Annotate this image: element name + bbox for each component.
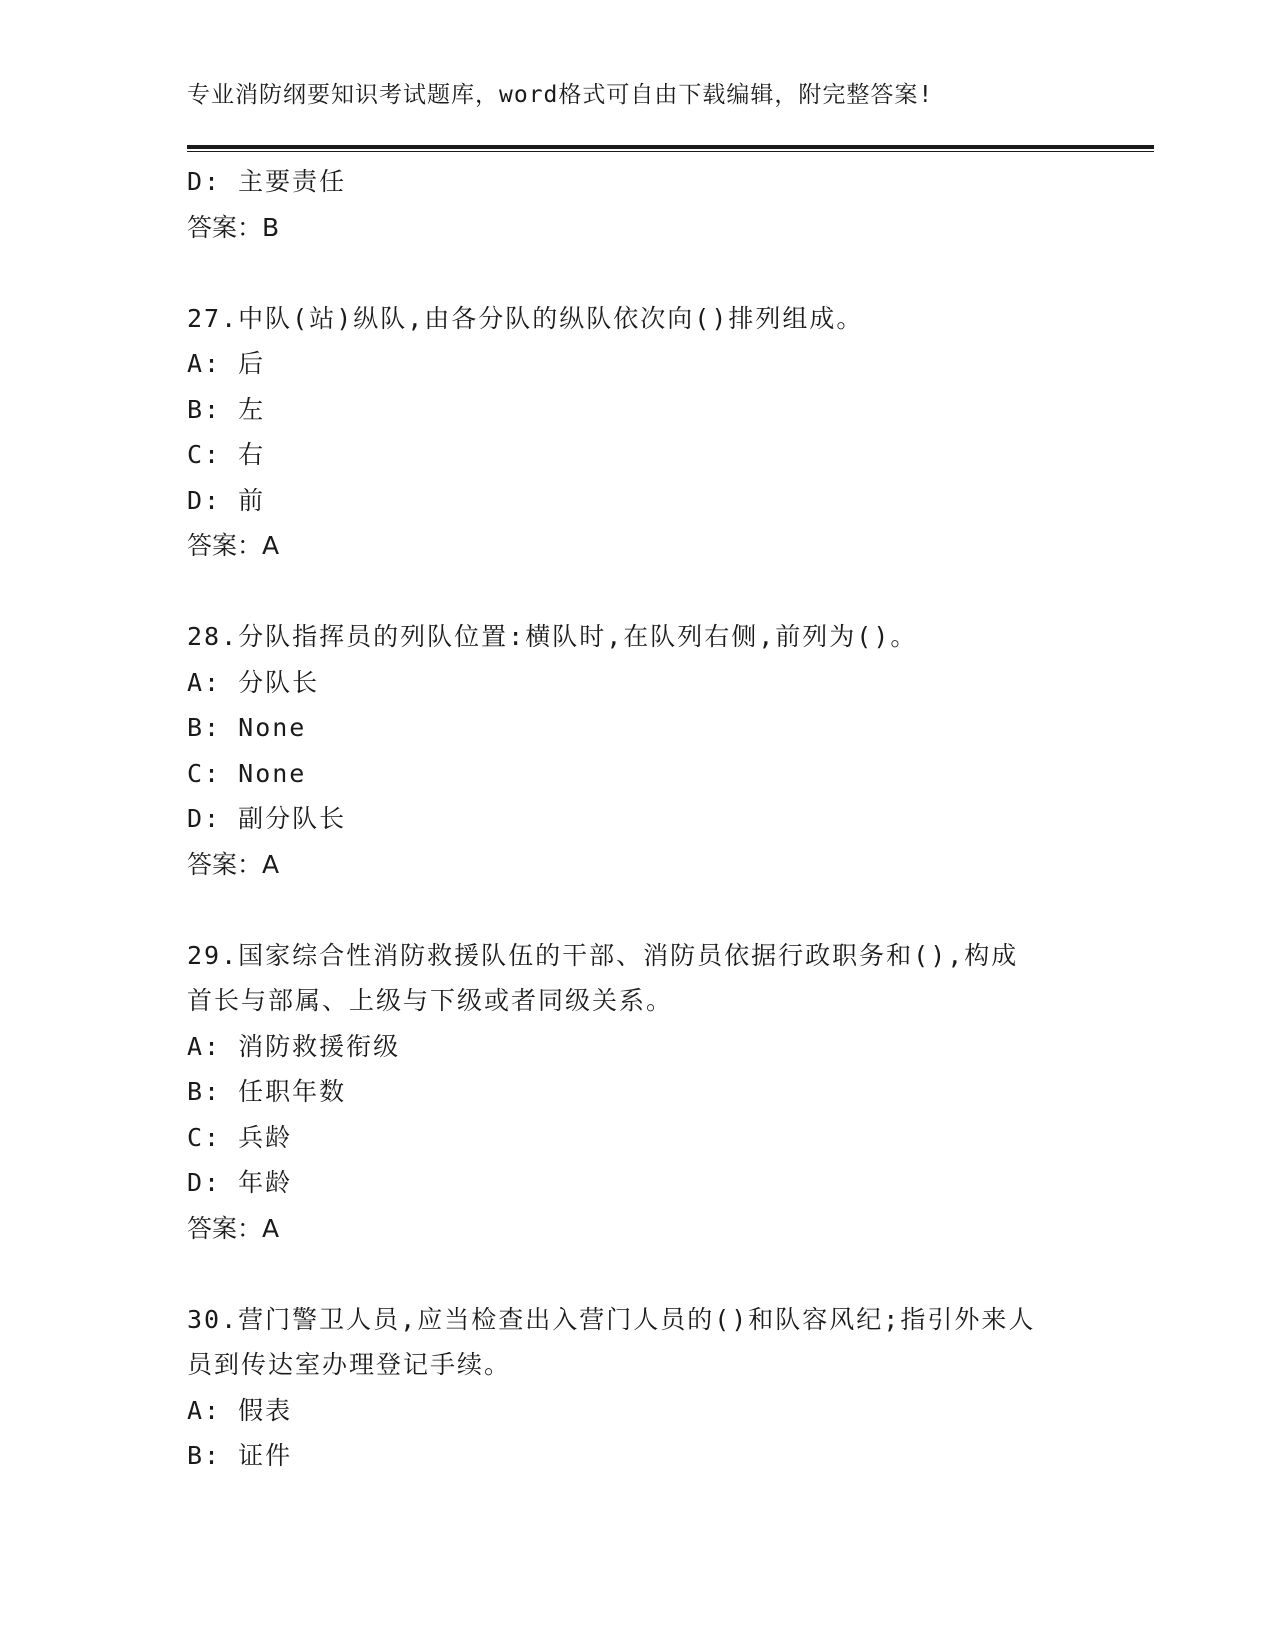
question-30	[187, 1297, 1087, 1479]
option-c: C: None	[187, 758, 307, 788]
question-stem-line-1: 30.营门警卫人员,应当检查出入营门人员的()和队容风纪;指引外来人	[187, 1304, 1036, 1334]
option-a: A: 后	[187, 349, 266, 378]
option-d: D: 年龄	[187, 1168, 293, 1197]
spacer	[187, 887, 1087, 933]
spacer	[187, 1251, 1087, 1297]
option-c: C: 兵龄	[187, 1122, 293, 1152]
question-stem-line-2: 首长与部属、上级与下级或者同级关系。	[187, 986, 674, 1015]
document-body	[187, 159, 1087, 1479]
answer: 答案：A	[187, 849, 280, 879]
page-header: 专业消防纲要知识考试题库，word格式可自由下载编辑，附完整答案!	[187, 82, 934, 108]
option-d: D: 前	[187, 485, 266, 515]
option-b: B: 左	[187, 394, 266, 424]
question-stem-line-1: 29.国家综合性消防救援队伍的干部、消防员依据行政职务和(),构成	[187, 940, 1019, 970]
option-a: A: 假表	[187, 1395, 293, 1425]
question-stem: 27.中队(站)纵队,由各分队的纵队依次向()排列组成。	[187, 303, 864, 333]
option-b: B: 证件	[187, 1441, 293, 1470]
option-c: C: 右	[187, 440, 266, 469]
question-27	[187, 296, 1087, 569]
option-b: B: 任职年数	[187, 1077, 347, 1106]
spacer	[187, 569, 1087, 615]
question-stem-line-2: 员到传达室办理登记手续。	[187, 1350, 512, 1379]
prev-option-d: D: 主要责任	[187, 167, 347, 196]
header-rule-thick	[187, 145, 1154, 149]
option-d: D: 副分队长	[187, 804, 347, 833]
answer: 答案：A	[187, 1213, 280, 1243]
question-stem: 28.分队指挥员的列队位置:横队时,在队列右侧,前列为()。	[187, 622, 918, 651]
option-a: A: 消防救援衔级	[187, 1031, 401, 1061]
option-b: B: None	[187, 713, 307, 742]
spacer	[187, 250, 1087, 296]
prev-answer: 答案：B	[187, 212, 280, 242]
question-29	[187, 933, 1087, 1252]
question-28	[187, 614, 1087, 887]
header-rule-thin	[187, 151, 1154, 152]
answer: 答案：A	[187, 531, 280, 560]
option-a: A: 分队长	[187, 667, 320, 697]
